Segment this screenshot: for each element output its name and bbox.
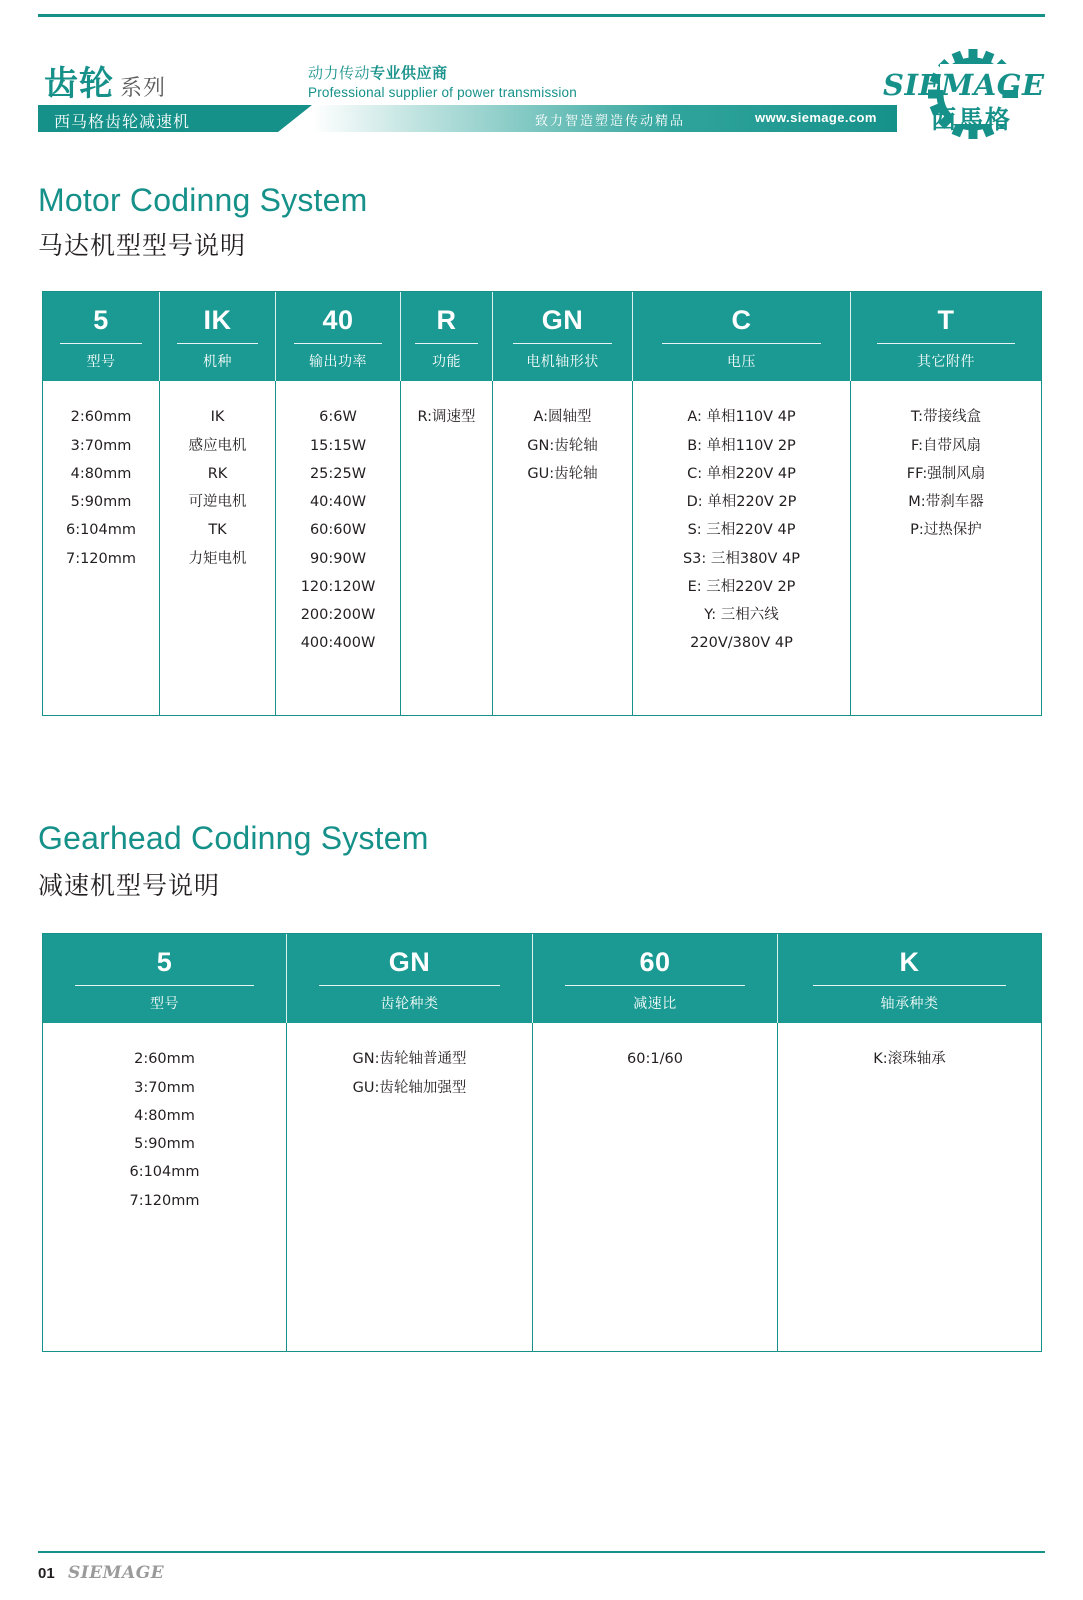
table-cell-item: F:自带风扇 <box>910 437 982 454</box>
motor-col-2-header <box>276 292 401 381</box>
gearhead-col-3-header <box>778 934 1041 1023</box>
motor-col-5-code: C <box>731 305 752 335</box>
motor-col-1-values <box>160 381 276 715</box>
motor-col-5-values <box>633 381 851 715</box>
table-cell-item: 90:90W <box>309 550 367 567</box>
motor-col-4-label: 电机轴形状 <box>526 354 599 371</box>
gradient-bar-slogan: 致力智造塑造传动精品 <box>535 114 686 129</box>
motor-col-6-code: T <box>937 305 955 335</box>
motor-coding-table <box>42 291 1042 716</box>
gearhead-col-3-code: K <box>899 947 920 977</box>
motor-col-2-values <box>276 381 401 715</box>
table-cell-item: IK <box>210 409 225 426</box>
table-cell-item: R:调速型 <box>417 409 476 426</box>
gearhead-col-1-values <box>287 1023 533 1351</box>
section-2-title-en: Gearhead Codinng System <box>38 820 429 856</box>
table-cell-item: A: 单相110V 4P <box>687 409 796 426</box>
table-cell-item: 5:90mm <box>70 494 132 511</box>
gearhead-col-0-label: 型号 <box>150 996 179 1013</box>
page-number: 01 <box>38 1565 55 1582</box>
table-cell-item: 7:120mm <box>65 550 137 567</box>
table-cell-item: 400:400W <box>300 635 376 652</box>
motor-coding-table-body <box>43 381 1041 715</box>
gearhead-col-2-values <box>533 1023 778 1351</box>
motor-col-4-values <box>493 381 633 715</box>
gearhead-col-1-separator <box>319 985 499 986</box>
slogan-chinese <box>308 62 448 83</box>
table-cell-item: 3:70mm <box>70 437 132 454</box>
motor-col-3-label: 功能 <box>432 354 461 371</box>
table-cell-item: 6:104mm <box>65 522 137 539</box>
gearhead-coding-table-body <box>43 1023 1041 1351</box>
table-cell-item: 120:120W <box>300 578 376 595</box>
motor-col-4-code: GN <box>541 305 584 335</box>
table-cell-item: 4:80mm <box>70 465 132 482</box>
gearhead-col-0-header <box>43 934 287 1023</box>
motor-col-0-separator <box>60 343 142 344</box>
motor-col-1-separator <box>177 343 258 344</box>
gearhead-col-0-separator <box>75 985 254 986</box>
gearhead-col-1-code: GN <box>388 947 431 977</box>
logo-text-en: SIEMAGE <box>883 68 1045 102</box>
page-header <box>38 40 1045 140</box>
motor-col-1-label: 机种 <box>203 354 232 371</box>
table-cell-item: 感应电机 <box>188 437 247 454</box>
table-cell-item: P:过热保护 <box>910 522 982 539</box>
motor-col-0-code: 5 <box>93 305 109 335</box>
table-cell-item: A:圆轴型 <box>533 409 592 426</box>
table-cell-item: M:带刹车器 <box>908 494 984 511</box>
slogan-english: Professional supplier of power transmission <box>308 85 577 100</box>
gearhead-col-2-code: 60 <box>639 947 671 977</box>
gearhead-col-2-label: 减速比 <box>633 996 677 1013</box>
motor-col-0-header <box>43 292 160 381</box>
brand-bar-label: 西马格齿轮减速机 <box>54 112 191 131</box>
table-cell-item: K:滚珠轴承 <box>873 1051 946 1068</box>
table-cell-item: 200:200W <box>300 607 376 624</box>
table-cell-item: 15:15W <box>309 437 367 454</box>
table-cell-item: RK <box>207 465 228 482</box>
table-cell-item: 220V/380V 4P <box>690 635 793 652</box>
gearhead-col-1-header <box>287 934 533 1023</box>
gearhead-col-3-label: 轴承种类 <box>880 996 939 1013</box>
motor-col-2-separator <box>294 343 382 344</box>
motor-col-3-separator <box>415 343 478 344</box>
gearhead-col-1-label: 齿轮种类 <box>380 996 439 1013</box>
slogan-chinese-part1: 动力传动 <box>308 64 371 82</box>
motor-col-5-label: 电压 <box>727 354 756 371</box>
brand-title <box>44 56 166 105</box>
table-cell-item: 60:60W <box>309 522 367 539</box>
table-cell-item: TK <box>208 522 227 539</box>
table-cell-item: E: 三相220V 2P <box>687 578 796 595</box>
table-cell-item: 2:60mm <box>70 409 132 426</box>
table-cell-item: 5:90mm <box>134 1136 195 1153</box>
motor-col-1-header <box>160 292 276 381</box>
table-cell-item: S3: 三相380V 4P <box>682 550 801 567</box>
table-cell-item: GU:齿轮轴 <box>527 465 598 482</box>
gearhead-coding-table <box>42 933 1042 1352</box>
motor-col-4-separator <box>513 343 613 344</box>
brand-series-label: 系列 <box>120 76 167 101</box>
table-cell-item: 7:120mm <box>129 1192 200 1209</box>
table-cell-item: S: 三相220V 4P <box>687 522 796 539</box>
company-logo <box>845 48 1045 140</box>
gearhead-col-3-values <box>778 1023 1041 1351</box>
motor-col-6-header <box>851 292 1041 381</box>
motor-col-6-separator <box>877 343 1015 344</box>
motor-col-3-values <box>401 381 493 715</box>
motor-col-5-separator <box>662 343 821 344</box>
table-cell-item: D: 单相220V 2P <box>686 494 797 511</box>
table-cell-item: 60:1/60 <box>627 1051 683 1068</box>
motor-col-1-code: IK <box>203 305 232 335</box>
table-cell-item: GU:齿轮轴加强型 <box>352 1079 467 1096</box>
gearhead-coding-table-header <box>43 934 1041 1023</box>
motor-coding-table-header <box>43 292 1041 381</box>
footer-logo-text: SIEMAGE <box>68 1563 165 1583</box>
gearhead-col-0-code: 5 <box>156 947 173 977</box>
section-2-title-cn: 减速机型号说明 <box>38 871 221 900</box>
table-cell-item: GN:齿轮轴 <box>527 437 598 454</box>
table-cell-item: B: 单相110V 2P <box>687 437 796 454</box>
brand-title-cn: 齿轮 <box>44 64 114 104</box>
table-cell-item: Y: 三相六线 <box>704 607 779 624</box>
table-cell-item: GN:齿轮轴普通型 <box>352 1051 467 1068</box>
table-cell-item: 6:104mm <box>129 1164 200 1181</box>
table-cell-item: 4:80mm <box>134 1107 195 1124</box>
table-cell-item: 3:70mm <box>134 1079 195 1096</box>
table-cell-item: 6:6W <box>319 409 357 426</box>
website-url[interactable]: www.siemage.com <box>755 110 877 125</box>
gearhead-col-3-separator <box>813 985 1007 986</box>
gearhead-col-0-values <box>43 1023 287 1351</box>
motor-col-2-label: 输出功率 <box>309 354 367 371</box>
table-cell-item: 2:60mm <box>134 1051 195 1068</box>
table-cell-item: 可逆电机 <box>188 494 247 511</box>
motor-col-6-values <box>851 381 1041 715</box>
motor-col-2-code: 40 <box>322 305 354 335</box>
motor-col-6-label: 其它附件 <box>917 354 975 371</box>
section-1-title-en: Motor Codinng System <box>38 182 368 218</box>
gearhead-col-2-separator <box>565 985 744 986</box>
table-cell-item: 力矩电机 <box>188 550 247 567</box>
motor-col-0-values <box>43 381 160 715</box>
table-cell-item: 25:25W <box>309 465 367 482</box>
slogan-chinese-part2: 专业供应商 <box>370 64 448 82</box>
motor-col-0-label: 型号 <box>86 354 116 371</box>
motor-col-4-header <box>493 292 633 381</box>
table-cell-item: FF:强制风扇 <box>906 465 986 482</box>
gearhead-col-2-header <box>533 934 778 1023</box>
motor-col-3-header <box>401 292 493 381</box>
logo-text-cn: 西馬格 <box>931 105 1013 134</box>
section-1-title-cn: 马达机型型号说明 <box>38 231 247 260</box>
table-cell-item: C: 单相220V 4P <box>687 465 796 482</box>
table-cell-item: T:带接线盒 <box>910 409 982 426</box>
top-divider <box>38 14 1045 17</box>
motor-col-3-code: R <box>436 305 457 335</box>
footer-divider <box>38 1551 1045 1553</box>
table-cell-item: 40:40W <box>309 494 367 511</box>
motor-col-5-header <box>633 292 851 381</box>
brand-bar-tail <box>278 105 312 132</box>
